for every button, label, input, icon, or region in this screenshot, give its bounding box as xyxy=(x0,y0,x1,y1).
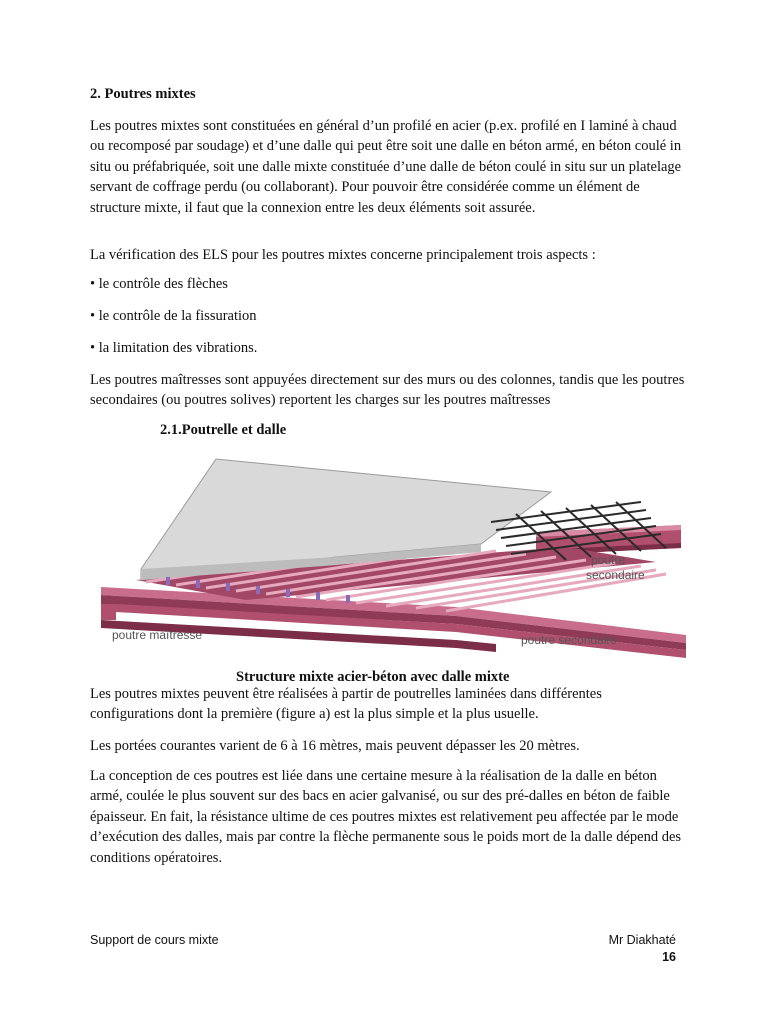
intro-paragraph: Les poutres mixtes sont constituées en général d’un profilé en acier (p.ex. profilé en I laminé à chaud ou recomposé par soudage) et d’une dalle qui peut être soit une dalle en béton armé, en béton coulé in situ ou préfabriquée, soit une dalle mixte constituée d’une dalle de béton coulé in situ sur un platelage servant de coffrage perdu (ou collaborant). Pour pouvoir être considérée comme un élément de structure mixte, il faut que la connexion entre les deux éléments soit assurée. xyxy=(90,118,682,216)
bullet-item: • la limitation des vibrations. xyxy=(90,340,258,356)
figure-label-main-girder: poutre maîtresse xyxy=(112,628,203,642)
figure-label-secondary-top-1: poutre xyxy=(591,553,626,567)
composite-structure-figure xyxy=(96,452,686,667)
subsection-title: 2.1.Poutrelle et dalle xyxy=(160,422,287,438)
figure-label-secondary-top-2: secondaire xyxy=(586,568,645,582)
page-number: 16 xyxy=(662,950,676,964)
body-paragraph: La conception de ces poutres est liée dans une certaine mesure à la réalisation de la dalle en béton armé, coulée le plus souvent sur des bacs en acier galvanisé, ou sur des pré-dalles en béton de faible épaisseur. En fait, la résistance ultime de ces poutres mixtes est relativement peu affectée par le mode d’exécution des dalles, mais par contre la flèche permanente sous le poids mort de la dalle dépend des conditions opératoires. xyxy=(90,768,682,866)
figure-caption: Structure mixte acier-béton avec dalle mixte xyxy=(236,669,510,685)
footer-course-title: Support de cours mixte xyxy=(90,933,219,947)
bullet-item: • le contrôle des flèches xyxy=(90,276,228,292)
footer-author: Mr Diakhaté xyxy=(608,933,676,947)
beams-paragraph: Les poutres maîtresses sont appuyées directement sur des murs ou des colonnes, tandis que les poutres secondaires (ou poutres solives) reportent les charges sur les poutres maîtresses xyxy=(90,372,685,409)
els-paragraph: La vérification des ELS pour les poutres mixtes concerne principalement trois aspects : xyxy=(90,247,596,263)
figure-label-secondary-bottom: poutre secondaire xyxy=(521,633,618,647)
bullet-item: • le contrôle de la fissuration xyxy=(90,308,257,324)
section-title: 2. Poutres mixtes xyxy=(90,86,196,102)
body-paragraph: Les poutres mixtes peuvent être réalisées à partir de poutrelles laminées dans différentes configurations dont la première (figure a) est la plus simple et la plus usuelle. xyxy=(90,686,602,723)
body-paragraph: Les portées courantes varient de 6 à 16 mètres, mais peuvent dépasser les 20 mètres. xyxy=(90,738,580,754)
